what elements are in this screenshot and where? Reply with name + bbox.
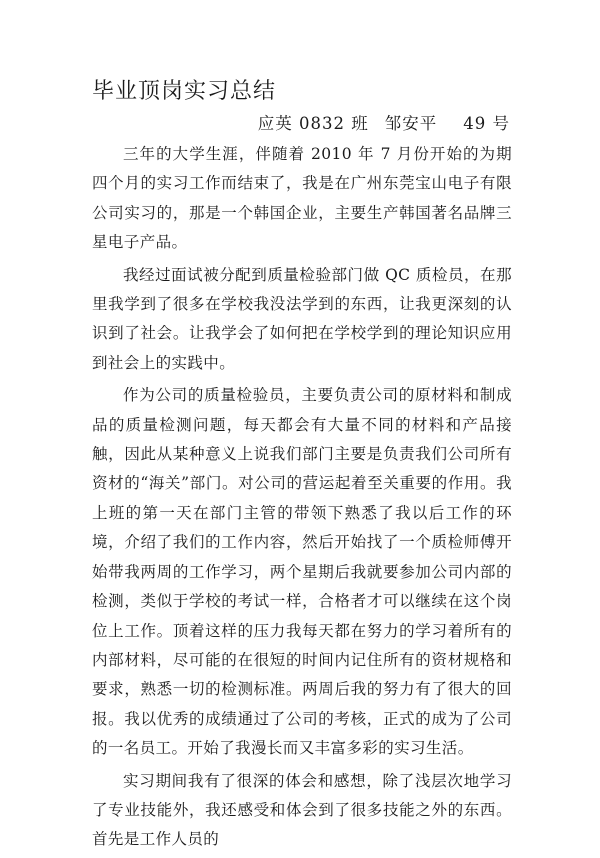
byline-class: 应英 0832 班 (257, 114, 369, 133)
paragraph-1: 三年的大学生涯，伴随着 2010 年 7 月份开始的为期四个月的实习工作而结束了，我是在广州东莞宝山电子有限公司实习的，那是一个韩国企业，主要生产韩国著名品牌三星电子产品。 (92, 145, 512, 252)
document-body (92, 140, 512, 858)
paragraph-4: 实习期间我有了很深的体会和感想，除了浅层次地学习了专业技能外，我还感受和体会到了很多技能之外的东西。首先是工作人员的 (92, 771, 512, 849)
byline-number: 49 号 (463, 114, 510, 133)
paragraph-3: 作为公司的质量检验员，主要负责公司的原材料和制成品的质量检测问题，每天都会有大量不同的材料和产品接触，因此从某种意义上说我们部门主要是负责我们公司所有资材的“海关”部门。对公司的营运起着至关重要的作用。我上班的第一天在部门主管的带领下熟悉了我以后工作的环境，介绍了我们的工作内容，然后开始找了一个质检师傅开始带我两周的工作学习，两个星期后我就要参加公司内部的检测，类似于学校的考试一样，合格者才可以继续在这个岗位上工作。顶着这样的压力我每天都在努力的学习着所有的内部材料，尽可能的在很短的时间内记住所有的资材规格和要求，熟悉一切的检测标准。两周后我的努力有了很大的回报。我以优秀的成绩通过了公司的考核，正式的成为了公司的一名员工。开始了我漫长而又丰富多彩的实习生活。 (92, 386, 512, 758)
byline-author: 邹安平 (384, 114, 438, 133)
author-byline (258, 112, 510, 136)
document-title: 毕业顶岗实习总结 (92, 79, 277, 104)
paragraph-2: 我经过面试被分配到质量检验部门做 QC 质检员，在那里我学到了很多在学校我没法学到的东西，让我更深刻的认识到了社会。让我学会了如何把在学校学到的理论知识应用到社会上的实践中。 (92, 265, 512, 372)
